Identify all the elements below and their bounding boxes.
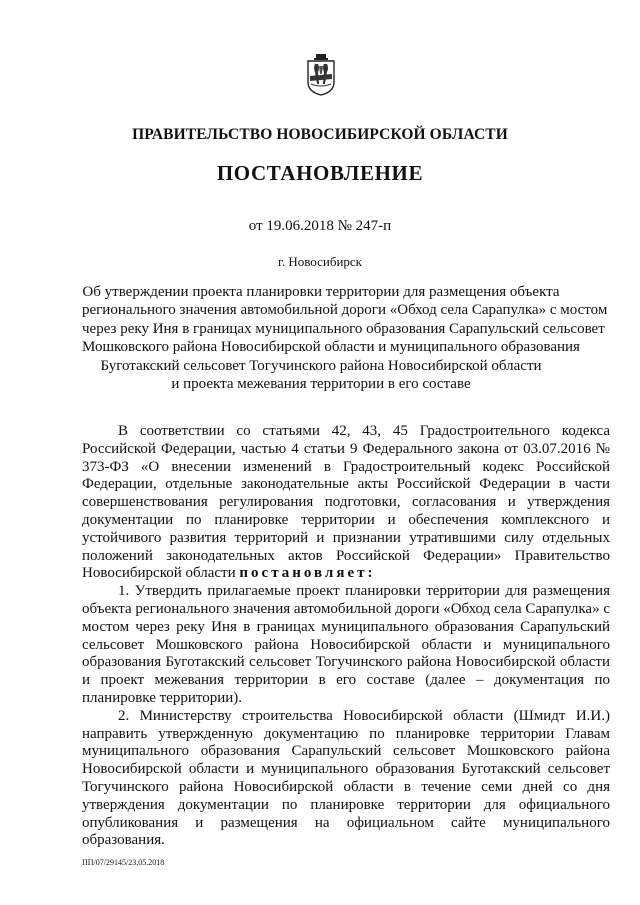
subject-line: Об утверждении проекта планировки территории для размещения объекта xyxy=(82,284,560,300)
city: г. Новосибирск xyxy=(277,254,362,269)
subject-line: регионального значения автомобильной дороги «Обход села Сарапулка» с мостом xyxy=(82,302,608,319)
document-subject xyxy=(82,283,608,393)
subject-line: Мошковского района Новосибирской области и муниципального образования xyxy=(82,339,580,356)
resolves-colon: : xyxy=(367,565,373,582)
preamble-text: В соответствии со статьями 42, 43, 45 Градостроительного кодекса Российской Федерации, частью 4 статьи 9 Федерального закона от 03.07.2016 № 373-ФЗ «О внесении изменений в Градостроительный кодекс Российской Федерации, отдельные законодательные акты Российской Федерации в части совершенствования регулирования подготовки, согласования и утверждения документации по планировке территории и обеспечения комплексного и устойчивого развития территорий и признании утратившими силу отдельных положений законодательных актов Российской Федерации» Правительство Новосибирской области xyxy=(82,423,610,582)
document-body xyxy=(82,423,610,850)
preamble-paragraph xyxy=(82,423,610,583)
resolves-word: постановляет xyxy=(239,565,368,582)
coat-of-arms-icon xyxy=(306,54,336,96)
item-1-paragraph: 1. Утвердить прилагаемые проект планировки территории для размещения объекта регионального значения автомобильной дороги «Обход села Сарапулка» с мостом через реку Иня в границах муниципального образования Сарапульский сельсовет Мошковского района Новосибирской области и муниципального образования Буготакский сельсовет Тогучинского района Новосибирской области и проект межевания территории в его составе (далее – документация по планировке территории). xyxy=(82,583,610,706)
government-title: ПРАВИТЕЛЬСТВО НОВОСИБИРСКОЙ ОБЛАСТИ xyxy=(132,126,508,143)
item-2-paragraph: 2. Министерству строительства Новосибирской области (Шмидт И.И.) направить утвержденную документацию по планировке территории Главам муниципального образования Сарапульский сельсовет Мошковского района Новосибирской области и муниципального образования Буготакский сельсовет Тогучинского района Новосибирской области в течение семи дней со дня утверждения документации по планировке территории для официального опубликования и размещения на официальном сайте муниципального образования. xyxy=(82,707,610,849)
subject-line: Буготакский сельсовет Тогучинского района Новосибирской области xyxy=(100,357,542,374)
date-and-number: от 19.06.2018 № 247-п xyxy=(248,218,392,234)
document-type: ПОСТАНОВЛЕНИЕ xyxy=(216,161,424,185)
subject-line: и проекта межевания территории в его составе xyxy=(171,376,471,393)
subject-line: через реку Иня в границах муниципального образования Сарапульский сельсовет xyxy=(82,320,605,337)
footer-document-code: ПП/07/29145/23.05.2018 xyxy=(82,858,165,867)
